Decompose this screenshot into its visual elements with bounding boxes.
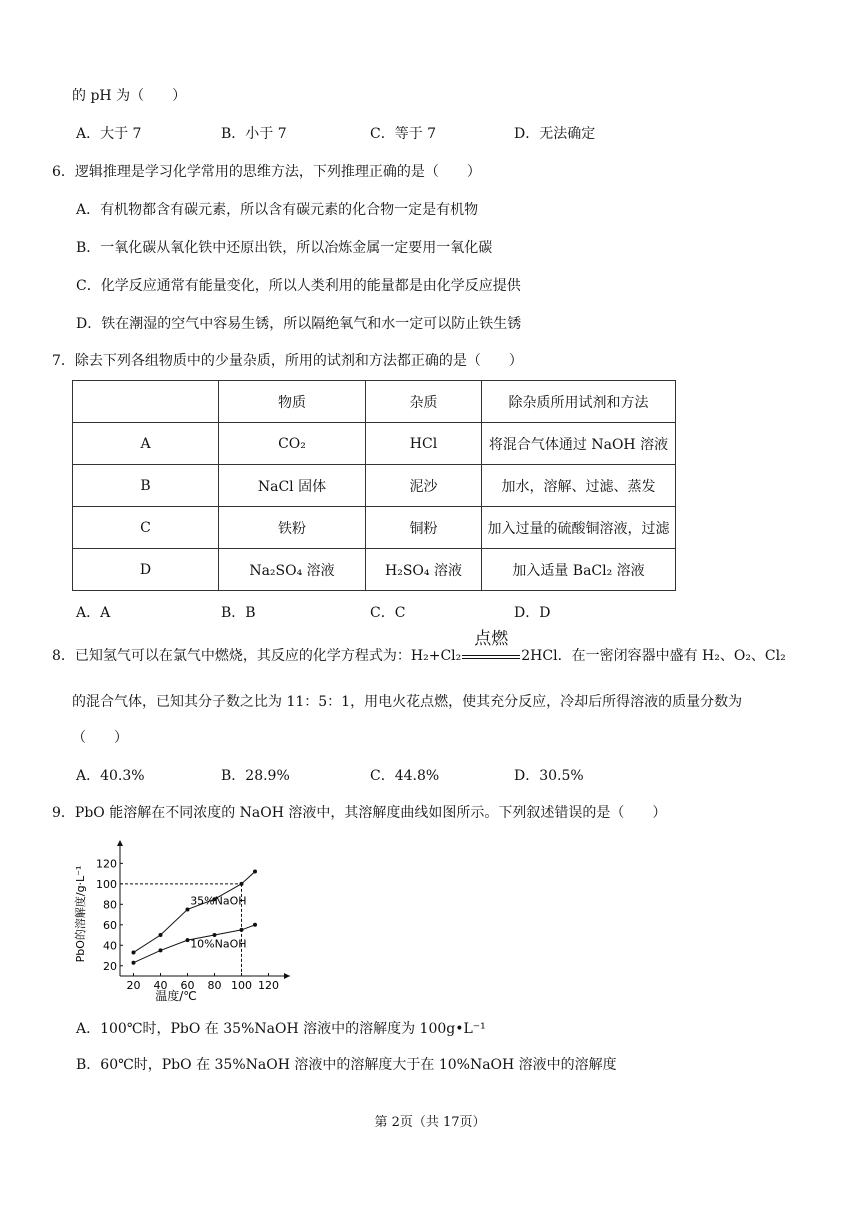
table-cell: H₂SO₄ 溶液 [366,549,482,591]
table-header-row [73,381,676,423]
x-axis-arrow [284,973,290,979]
table-cell: 泥沙 [366,465,482,507]
table-header-cell [73,381,219,423]
table-cell: 铜粉 [366,507,482,549]
table-cell: 铁粉 [219,507,366,549]
data-point [159,948,163,952]
table-row [73,549,676,591]
y-tick-label: 40 [103,939,117,953]
table-cell: C [73,507,219,549]
question-8-stem [52,629,786,666]
chart-ticks [96,857,279,992]
equation-suffix: 2HCl．在一密闭容器中盛有 H₂、O₂、Cl₂ [521,648,786,664]
solubility-chart [72,838,292,1008]
table-cell: 将混合气体通过 NaOH 溶液 [482,423,676,465]
x-tick-label: 80 [207,979,222,992]
question-8-line2: 的混合气体，已知其分子数之比为 11：5：1，用电火花点燃，使其充分反应，冷却后所得溶液的质量分数为 [72,694,743,710]
option-a: A．40.3% [76,768,145,784]
table-cell: B [73,465,219,507]
option-a: A．大于 7 [76,126,142,142]
x-tick-label: 100 [231,979,252,992]
x-tick-label: 120 [258,979,279,992]
data-point [186,907,190,911]
option-d: D．30.5% [514,768,584,784]
data-point [186,938,190,942]
table-cell: 加水，溶解、过滤、蒸发 [482,465,676,507]
table-cell: Na₂SO₄ 溶液 [219,549,366,591]
series-label: 10%NaOH [190,937,247,951]
data-point [132,950,136,954]
y-tick-label: 120 [96,857,117,871]
question-5-tail: 的 pH 为（ ） [72,88,187,104]
data-point [240,928,244,932]
table-row [73,465,676,507]
option-b: B．B [221,605,256,621]
option-c: C．44.8% [370,768,440,784]
data-point [253,870,257,874]
x-tick-label: 20 [126,979,141,992]
impurity-table [72,380,676,591]
equation-prefix: 8．已知氢气可以在氯气中燃烧，其反应的化学方程式为：H₂+Cl₂ [52,648,462,664]
y-tick-label: 20 [103,959,117,973]
table-header-cell: 杂质 [366,381,482,423]
table-row [73,507,676,549]
option-c: C．化学反应通常有能量变化，所以人类利用的能量都是由化学反应提供 [76,278,521,294]
y-axis-label: PbO的溶解度/g·L⁻¹ [74,865,87,963]
table-cell: A [73,423,219,465]
table-cell: CO₂ [219,423,366,465]
option-d: D．铁在潮湿的空气中容易生锈，所以隔绝氧气和水一定可以防止铁生锈 [76,316,522,332]
option-a: A．100℃时，PbO 在 35%NaOH 溶液中的溶解度为 100g•L⁻¹ [76,1021,486,1037]
series-label: 35%NaOH [190,894,247,908]
data-point [159,933,163,937]
page-footer: 第 2页（共 17页） [374,1115,486,1130]
condition-label: 点燃 [474,629,509,649]
chart-series [120,870,257,976]
x-tick-label: 40 [153,979,168,992]
x-tick-label: 60 [180,979,195,992]
table-header-cell: 除杂质所用试剂和方法 [482,381,676,423]
option-b: B．60℃时，PbO 在 35%NaOH 溶液中的溶解度大于在 10%NaOH 溶液中的溶解度 [76,1057,617,1073]
question-8-line3: （ ） [72,730,128,746]
y-axis-arrow [117,840,123,846]
table-header-cell: 物质 [219,381,366,423]
option-a: A．A [76,605,111,621]
question-6-stem: 6．逻辑推理是学习化学常用的思维方法，下列推理正确的是（ ） [52,164,481,180]
option-b: B．28.9% [221,768,290,784]
table-cell: 加入适量 BaCl₂ 溶液 [482,549,676,591]
reaction-condition [462,629,520,666]
table-row [73,423,676,465]
option-c: C．等于 7 [370,126,437,142]
question-7-stem: 7．除去下列各组物质中的少量杂质，所用的试剂和方法都正确的是（ ） [52,353,523,369]
x-axis-label: 温度/℃ [155,989,197,1003]
option-d: D．无法确定 [514,126,596,142]
data-point [132,961,136,965]
equals-bar [462,655,520,659]
option-c: C．C [370,605,406,621]
data-point [253,923,257,927]
y-tick-label: 100 [96,877,117,891]
option-b: B．一氧化碳从氧化铁中还原出铁，所以冶炼金属一定要用一氧化碳 [76,240,493,256]
table-cell: 加入过量的硫酸铜溶液，过滤 [482,507,676,549]
option-b: B．小于 7 [221,126,287,142]
table-cell: NaCl 固体 [219,465,366,507]
question-9-stem: 9．PbO 能溶解在不同浓度的 NaOH 溶液中，其溶解度曲线如图所示。下列叙述错误的是（ ） [52,805,667,821]
table-cell: D [73,549,219,591]
option-a: A．有机物都含有碳元素，所以含有碳元素的化合物一定是有机物 [76,202,479,218]
y-tick-label: 60 [103,918,117,932]
table-cell: HCl [366,423,482,465]
option-d: D．D [514,605,551,621]
y-tick-label: 80 [103,898,117,912]
data-point [240,882,244,886]
